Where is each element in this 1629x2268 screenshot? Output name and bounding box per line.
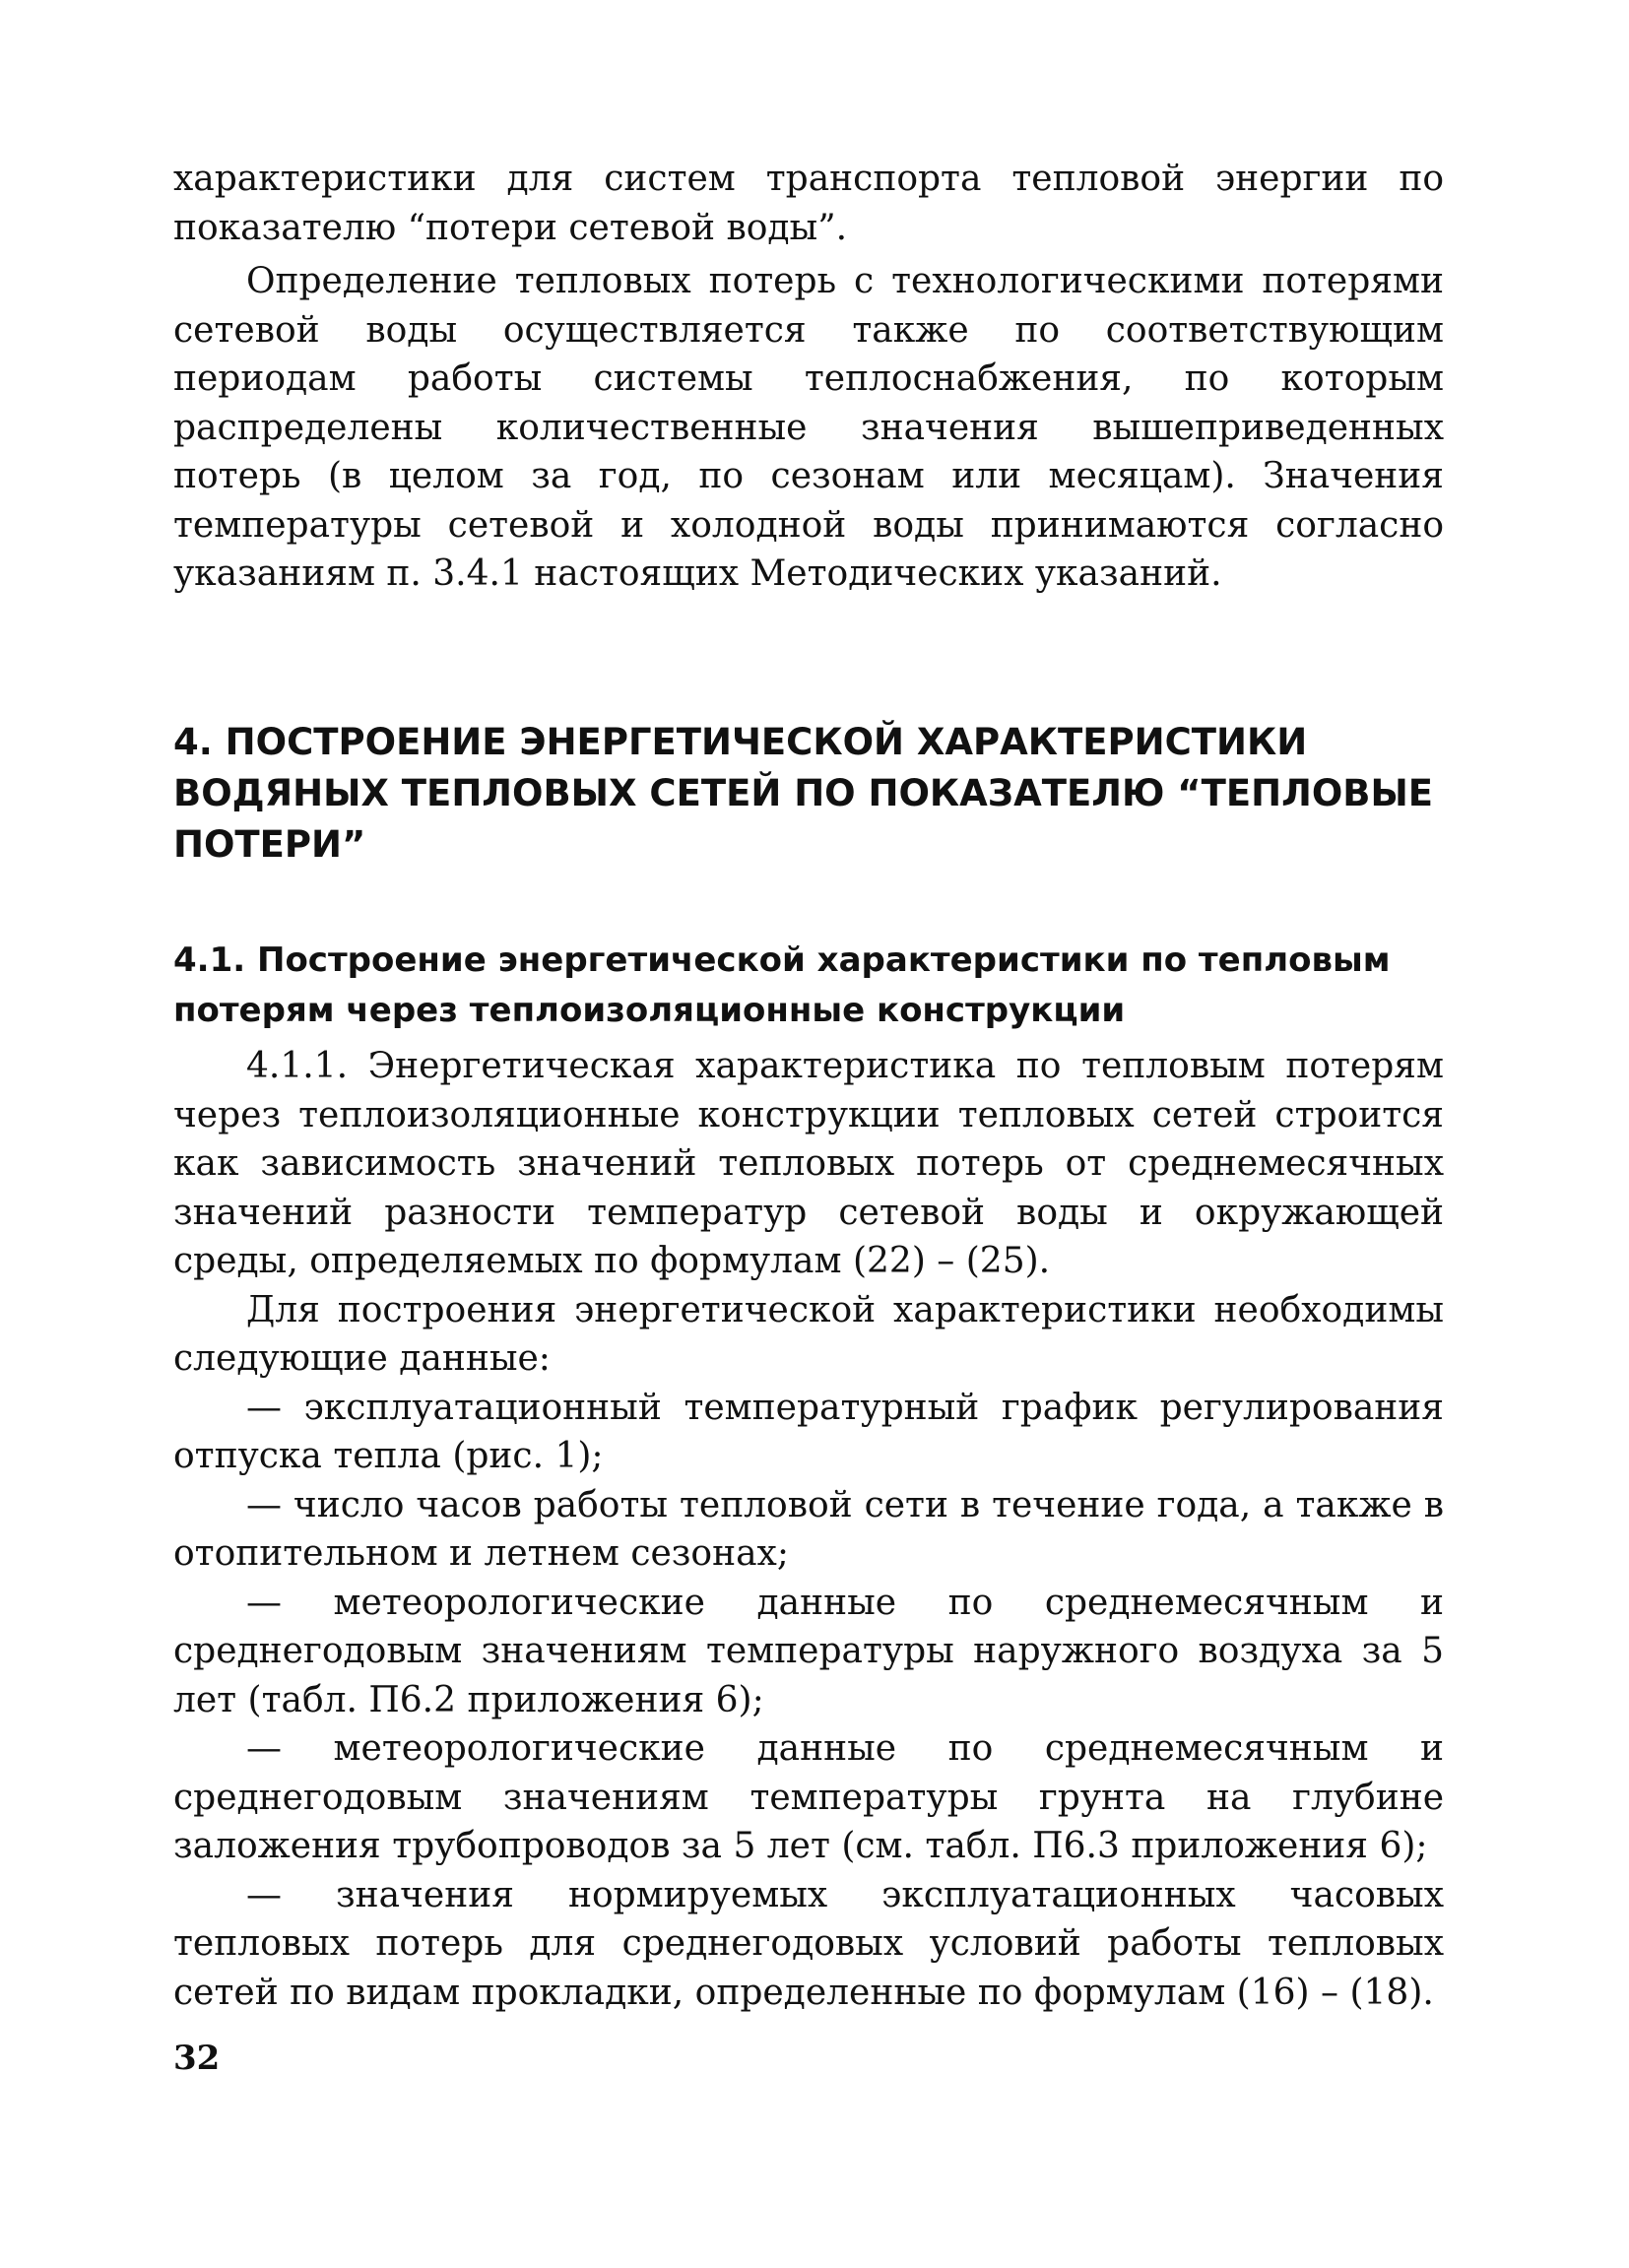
intro-text — [173, 155, 1444, 599]
subsection-heading: 4.1. Построение энергетической характеристики по тепловым потерям через теплоизоляционные конструкции — [173, 940, 1391, 1030]
list-item: — метеорологические данные по среднемесячным и среднегодовым значениям температуры грунта на глубине заложения трубопроводов за 5 лет (см. табл. П6.3 приложения 6); — [173, 1728, 1444, 1866]
paragraph: Для построения энергетической характеристики необходимы следующие данные: — [173, 1289, 1444, 1379]
page-number: 32 — [173, 2039, 221, 2078]
list-item: — число часов работы тепловой сети в течение года, а также в отопительном и летнем сезонах; — [173, 1484, 1444, 1574]
paragraph: Определение тепловых потерь с технологическими потерями сетевой воды осуществляется также по соответствующим периодам работы системы теплоснабжения, по которым распределены количественные значения вышеприведенных потерь (в целом за год, по сезонам или месяцам). Значения температуры сетевой и холодной воды принимаются согласно указаниям п. 3.4.1 настоящих Методических указаний. — [173, 261, 1444, 594]
paragraph: характеристики для систем транспорта тепловой энергии по показателю “потери сетевой воды”. — [173, 159, 1444, 248]
section-heading: 4. ПОСТРОЕНИЕ ЭНЕРГЕТИЧЕСКОЙ ХАРАКТЕРИСТИКИ ВОДЯНЫХ ТЕПЛОВЫХ СЕТЕЙ ПО ПОКАЗАТЕЛЮ “ТЕПЛОВЫЕ ПОТЕРИ” — [173, 721, 1434, 866]
list-item: — значения нормируемых эксплуатационных часовых тепловых потерь для среднегодовых условий работы тепловых сетей по видам прокладки, определенные по формулам (16) – (18). — [173, 1874, 1444, 2013]
list-item: — метеорологические данные по среднемесячным и среднегодовым значениям температуры наружного воздуха за 5 лет (табл. П6.2 приложения 6); — [173, 1582, 1444, 1720]
paragraph: 4.1.1. Энергетическая характеристика по тепловым потерям через теплоизоляционные конструкции тепловых сетей строится как зависимость значений тепловых потерь от среднемесячных значений разности температур сетевой воды и окружающей среды, определяемых по формулам (22) – (25). — [173, 1046, 1444, 1281]
list-item: — эксплуатационный температурный график регулирования отпуска тепла (рис. 1); — [173, 1387, 1444, 1476]
section-body — [173, 1042, 1444, 2017]
